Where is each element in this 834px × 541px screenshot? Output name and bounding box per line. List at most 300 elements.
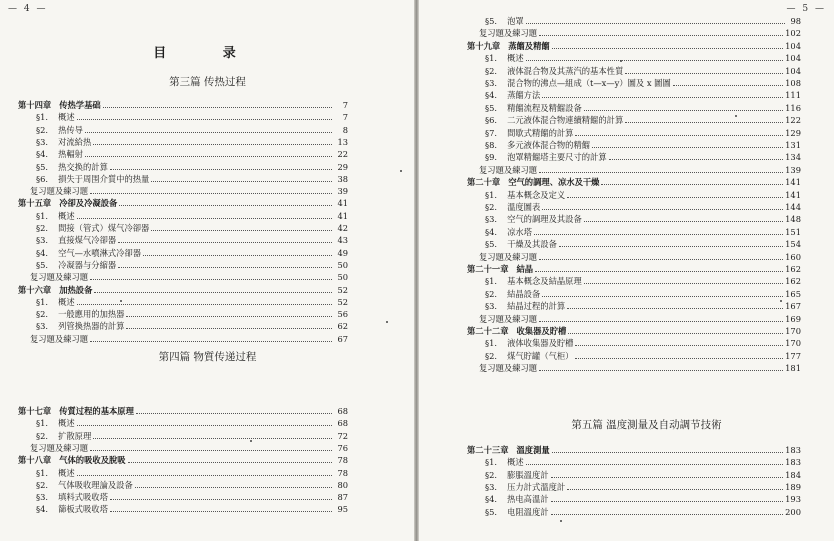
print-speck [620, 60, 622, 62]
toc-entry-title: 概述 [58, 112, 75, 123]
dot-leader [77, 418, 332, 426]
toc-page-number: 104 [785, 53, 801, 64]
toc-entry-number: §2. [485, 202, 498, 212]
toc-page-number: 162 [785, 276, 801, 287]
toc-entry-title: 篩板式吸收塔 [58, 504, 108, 515]
toc-entry-title: 溫度測量 [516, 445, 550, 455]
toc-section-row [485, 127, 801, 139]
toc-entry-number: §5. [485, 506, 498, 517]
print-speck [120, 300, 122, 302]
dot-leader [119, 198, 332, 206]
toc-entry-title: 溫度圖表 [507, 202, 541, 212]
toc-section-row [36, 111, 348, 123]
dot-leader [93, 431, 332, 439]
toc-section-row [36, 247, 348, 259]
toc-entry-number: §7. [485, 127, 498, 138]
part-heading: 第四篇 物質传递过程 [158, 351, 257, 363]
toc-title: 目 录 [153, 46, 262, 61]
toc-entry-number: 复习题及練习题 [30, 186, 89, 197]
toc-entry-number: 第二十章 [467, 177, 501, 188]
dot-leader [90, 272, 332, 280]
toc-entry-number: 复习題及練习題 [479, 164, 538, 175]
dot-leader [526, 457, 783, 465]
dot-leader [552, 445, 783, 453]
toc-entry-title: 干燥及其設备 [507, 239, 557, 250]
toc-page-number: 148 [785, 214, 801, 225]
page-number: — 5 — [786, 4, 826, 14]
toc-page-number: 78 [337, 467, 348, 478]
toc-section-row [485, 189, 801, 201]
dot-leader [539, 314, 783, 322]
toc-page-number: 68 [337, 418, 348, 429]
toc-entry-title: 压力計式溫度計 [507, 481, 566, 492]
toc-entry-number: §4. [485, 494, 498, 505]
toc-entry-title: 損失于周围介質中的热量 [58, 173, 150, 184]
toc-section-row [485, 89, 801, 101]
toc-section-row [36, 296, 348, 308]
dot-leader [94, 285, 332, 293]
dot-leader [539, 28, 783, 36]
toc-entry-number: §3. [485, 481, 498, 492]
dot-leader [526, 53, 783, 61]
dot-leader [552, 41, 783, 49]
dot-leader [559, 239, 783, 247]
toc-entry-title: 結晶 [516, 264, 534, 274]
toc-entry-number: §6. [36, 173, 49, 184]
toc-entry-number: §5. [36, 161, 49, 172]
toc-entry-title: 热輻射 [58, 149, 83, 160]
toc-page-number: 122 [785, 115, 801, 126]
toc-entry-title: 間接（管式）煤气冷卻器 [58, 223, 150, 233]
toc-entry-number: §6. [485, 115, 498, 126]
toc-page-number: 111 [785, 90, 801, 101]
toc-section-row [36, 136, 348, 148]
toc-section-row [485, 506, 801, 518]
toc-entry-number: §4. [485, 90, 498, 101]
toc-chapter-row [18, 197, 348, 209]
dot-leader [551, 494, 784, 502]
toc-page-number: 7 [342, 112, 348, 123]
toc-chapter-row [467, 263, 801, 275]
toc-section-row [36, 173, 348, 185]
toc-section-row [485, 77, 801, 89]
toc-page-number: 67 [337, 333, 348, 344]
toc-entry-number: §5. [36, 259, 49, 270]
toc-page-number: 165 [785, 288, 801, 299]
toc-entry-number: 第二十一章 [467, 264, 509, 274]
dot-leader [77, 211, 332, 219]
toc-entry-title: 传質过程的基本原理 [59, 406, 134, 416]
toc-entry-number: 第二十三章 [467, 445, 509, 455]
toc-entry-number: §3. [36, 136, 49, 147]
toc-page-number: 141 [785, 189, 801, 200]
dot-leader [151, 223, 332, 231]
print-speck [400, 170, 402, 172]
toc-section-row [485, 102, 801, 114]
dot-leader [77, 112, 332, 120]
toc-review-row [479, 313, 801, 325]
toc-entry-number: 第十九章 [467, 40, 501, 51]
dot-leader [535, 264, 783, 272]
toc-entry-title: 煤气貯罐（气柜） [507, 350, 574, 361]
toc-chapter-row [467, 40, 801, 52]
toc-page-number: 41 [337, 210, 348, 221]
toc-page-number: 8 [342, 124, 348, 135]
toc-entry-number: §2. [36, 124, 49, 135]
toc-section-row [485, 481, 801, 493]
toc-entry-number: 第十七章 [18, 406, 52, 416]
toc-page-number: 41 [337, 198, 348, 209]
toc-entry-number: 第十四章 [18, 100, 52, 110]
toc-entry-title: 空气—水噴淋式冷卻器 [58, 247, 142, 258]
toc-section-row [485, 52, 801, 64]
toc-entry-number: §5. [485, 239, 498, 250]
toc-page-number: 52 [337, 284, 348, 295]
toc-entry-number: 第十五章 [18, 198, 52, 209]
dot-leader [93, 137, 332, 145]
toc-page-number: 162 [785, 264, 801, 274]
dot-leader [110, 504, 332, 512]
toc-page-number: 144 [785, 202, 801, 212]
dot-leader [551, 470, 784, 478]
toc-entry-number: 第十八章 [18, 455, 52, 466]
toc-entry-title: 多元液体混合物的精餾 [507, 140, 591, 150]
toc-entry-title: 概述 [58, 210, 75, 221]
toc-entry-number: §1. [485, 189, 498, 200]
toc-entry-number: §2. [36, 223, 49, 233]
dot-leader [110, 492, 332, 500]
dot-leader [534, 227, 783, 235]
toc-entry-number: 第二十二章 [467, 326, 509, 336]
toc-entry-number: §1. [36, 418, 49, 429]
print-speck [250, 440, 252, 442]
toc-entry-title: 概述 [507, 457, 524, 468]
toc-entry-title: 概述 [58, 418, 75, 429]
print-speck [386, 321, 388, 323]
toc-page-number: 52 [337, 296, 348, 307]
toc-page-number: 154 [785, 239, 801, 250]
toc-page-number: 170 [785, 338, 801, 349]
dot-leader [567, 190, 783, 198]
dot-leader [567, 482, 783, 490]
toc-section-row [485, 350, 801, 362]
toc-page-number: 104 [785, 40, 801, 51]
toc-section-row [36, 161, 348, 173]
toc-page-number: 181 [785, 363, 801, 374]
toc-page-number: 183 [785, 457, 801, 468]
toc-section-row [36, 503, 348, 515]
toc-entry-title: 蒸餾方法 [507, 90, 541, 101]
dot-leader [85, 125, 332, 133]
toc-entry-title: 气体的吸收及脫吸 [59, 455, 126, 466]
toc-page-number: 43 [337, 235, 348, 246]
toc-page-number: 134 [785, 152, 801, 163]
toc-page-number: 39 [337, 186, 348, 197]
toc-entry-title: 間歇式精餾的計算 [507, 127, 574, 138]
toc-page-number: 102 [785, 28, 801, 39]
toc-entry-number: §3. [485, 214, 498, 225]
toc-review-row [30, 271, 348, 283]
toc-entry-number: §2. [36, 309, 49, 320]
toc-entry-number: §2. [36, 430, 49, 441]
toc-page-number: 80 [337, 479, 348, 490]
dot-leader [539, 363, 783, 371]
toc-entry-number: §2. [485, 469, 498, 480]
right-page [419, 0, 834, 541]
toc-review-row [30, 442, 348, 454]
toc-entry-title: 热交换的計算 [58, 161, 108, 172]
toc-entry-title: 扩散原理 [58, 430, 92, 441]
toc-entry-number: §8. [485, 140, 498, 150]
toc-page-number: 104 [785, 65, 801, 76]
dot-leader [584, 276, 783, 284]
dot-leader [584, 103, 783, 111]
toc-page-number: 108 [785, 78, 801, 88]
toc-chapter-row [18, 405, 348, 417]
print-speck [780, 300, 782, 302]
dot-leader [601, 177, 783, 185]
toc-entry-number: 复习題及練习題 [479, 363, 538, 374]
toc-review-row [479, 251, 801, 263]
toc-entry-title: 概述 [58, 296, 75, 307]
toc-section-row [36, 467, 348, 479]
toc-entry-number: 复习題及練习題 [30, 442, 89, 453]
toc-entry-title: 基本概念及定义 [507, 189, 566, 200]
toc-page-number: 50 [337, 272, 348, 283]
dot-leader [77, 297, 332, 305]
toc-page-number: 131 [785, 140, 801, 150]
dot-leader [126, 321, 332, 329]
toc-page-number: 95 [337, 504, 348, 515]
dot-leader [77, 468, 332, 476]
toc-chapter-row [18, 454, 348, 466]
dot-leader [625, 115, 783, 123]
toc-section-row [36, 259, 348, 271]
toc-entry-title: 热传导 [58, 124, 83, 135]
toc-entry-number: §2. [485, 350, 498, 361]
toc-section-row [485, 300, 801, 312]
toc-section-row [485, 275, 801, 287]
toc-section-row [485, 15, 801, 27]
toc-page-number: 98 [790, 16, 801, 26]
toc-entry-title: 結晶过程的計算 [507, 301, 566, 312]
toc-entry-number: §5. [485, 102, 498, 113]
toc-page-number: 7 [342, 100, 348, 110]
dot-leader [542, 202, 783, 210]
toc-entry-title: 液体收集器及貯槽 [507, 338, 574, 349]
toc-page-number: 38 [337, 173, 348, 184]
toc-entry-title: 对流給热 [58, 136, 92, 147]
toc-entry-title: 填料式吸收塔 [58, 492, 108, 503]
dot-leader [90, 443, 332, 451]
toc-entry-title: 加热設备 [59, 284, 93, 295]
toc-review-row [479, 362, 801, 374]
toc-entry-title: 精餾流程及精餾設备 [507, 102, 582, 113]
dot-leader [542, 289, 783, 297]
toc-entry-number: §1. [36, 210, 49, 221]
dot-leader [135, 480, 332, 488]
toc-entry-title: 泡罩精餾塔主要尺寸的計算 [507, 152, 607, 163]
dot-leader [539, 165, 783, 173]
toc-entry-title: 冷卻及冷凝設备 [59, 198, 118, 209]
toc-entry-title: 概述 [58, 467, 75, 478]
toc-page-number: 78 [337, 455, 348, 466]
toc-section-row [36, 210, 348, 222]
toc-entry-number: §3. [485, 78, 498, 88]
toc-entry-title: 基本概念及結晶原理 [507, 276, 582, 287]
toc-page-number: 76 [337, 442, 348, 453]
toc-section-row [485, 65, 801, 77]
toc-entry-number: §3. [36, 321, 49, 332]
toc-page-number: 22 [337, 149, 348, 160]
toc-section-row [36, 308, 348, 320]
toc-section-row [485, 469, 801, 481]
toc-entry-number: §9. [485, 152, 498, 163]
dot-leader [625, 66, 783, 74]
toc-entry-number: 复习題及練习題 [30, 272, 89, 283]
toc-entry-title: 一般應用的加热器 [58, 309, 125, 320]
toc-entry-title: 二元液体混合物連續精餾的計算 [507, 115, 624, 126]
toc-page-number: 167 [785, 301, 801, 312]
dot-leader [90, 334, 332, 342]
toc-page-number: 151 [785, 226, 801, 237]
dot-leader [568, 326, 783, 334]
toc-page-number: 50 [337, 259, 348, 270]
toc-review-row [30, 185, 348, 197]
toc-entry-number: §3. [485, 301, 498, 312]
toc-review-row [479, 27, 801, 39]
toc-page-number: 72 [337, 430, 348, 441]
part-heading: 第五篇 溫度測量及自动調节技術 [571, 419, 722, 431]
dot-leader [118, 235, 332, 243]
toc-section-row [36, 222, 348, 234]
toc-page-number: 170 [785, 326, 801, 336]
toc-section-row [485, 114, 801, 126]
toc-entry-number: 复习題及練习題 [479, 251, 538, 262]
toc-entry-title: 热电高溫計 [507, 494, 549, 505]
dot-leader [118, 260, 332, 268]
toc-entry-title: 蒸餾及精餾 [508, 40, 550, 51]
toc-section-row [485, 456, 801, 468]
toc-entry-number: §2. [485, 288, 498, 299]
dot-leader [575, 338, 783, 346]
toc-section-row [485, 226, 801, 238]
dot-leader [584, 214, 783, 222]
toc-page-number: 49 [337, 247, 348, 258]
toc-entry-number: 复习題及練习題 [30, 333, 89, 344]
toc-page-number: 29 [337, 161, 348, 172]
dot-leader [542, 90, 783, 98]
toc-entry-number: §1. [485, 53, 498, 64]
toc-entry-number: 第十六章 [18, 284, 52, 295]
toc-section-row [36, 124, 348, 136]
toc-chapter-row [467, 325, 801, 337]
toc-entry-number: §2. [485, 65, 498, 76]
toc-entry-number: §1. [36, 112, 49, 123]
toc-entry-number: 复习題及練习題 [479, 313, 538, 324]
left-page [0, 0, 415, 541]
dot-leader [103, 100, 332, 108]
toc-entry-title: 膨脹溫度計 [507, 469, 549, 480]
toc-section-row [485, 139, 801, 151]
toc-review-row [479, 164, 801, 176]
toc-entry-title: 直接煤气冷卻器 [58, 235, 117, 246]
toc-chapter-row [18, 99, 348, 111]
toc-section-row [36, 417, 348, 429]
toc-page-number: 116 [785, 102, 801, 113]
toc-entry-title: 空气的調理、凉水及干燥 [508, 177, 600, 188]
toc-page-number: 200 [785, 506, 801, 517]
dot-leader [136, 406, 332, 414]
toc-entry-number: §4. [36, 149, 49, 160]
dot-leader [128, 455, 332, 463]
toc-section-row [485, 493, 801, 505]
dot-leader [90, 186, 332, 194]
toc-entry-number: §1. [36, 467, 49, 478]
toc-entry-number: §1. [36, 296, 49, 307]
toc-section-row [485, 213, 801, 225]
toc-section-row [36, 491, 348, 503]
toc-section-row [485, 238, 801, 250]
page-number: — 4 — [8, 4, 48, 14]
toc-chapter-row [467, 444, 801, 456]
toc-entry-number: §1. [485, 338, 498, 349]
dot-leader [526, 16, 785, 24]
toc-entry-number: §5. [485, 16, 498, 26]
toc-page-number: 87 [337, 492, 348, 503]
dot-leader [551, 507, 784, 515]
dot-leader [575, 351, 783, 359]
dot-leader [110, 162, 332, 170]
dot-leader [592, 140, 783, 148]
toc-entry-title: 电阻溫度計 [507, 506, 549, 517]
toc-page-number: 193 [785, 494, 801, 505]
toc-entry-title: 凉水塔 [507, 226, 532, 237]
toc-entry-number: §3. [36, 235, 49, 246]
toc-page-number: 183 [785, 445, 801, 455]
toc-entry-title: 概述 [507, 53, 524, 64]
toc-section-row [36, 148, 348, 160]
toc-chapter-row [18, 284, 348, 296]
dot-leader [151, 174, 332, 182]
toc-section-row [485, 201, 801, 213]
dot-leader [609, 152, 784, 160]
dot-leader [126, 309, 332, 317]
dot-leader [539, 252, 783, 260]
toc-section-row [485, 151, 801, 163]
toc-entry-number: §1. [485, 457, 498, 468]
toc-page-number: 141 [785, 177, 801, 188]
dot-leader [673, 78, 783, 86]
toc-page-number: 42 [337, 223, 348, 233]
toc-entry-number: §4. [485, 226, 498, 237]
toc-entry-title: 空气的調理及其設备 [507, 214, 582, 225]
toc-page-number: 184 [785, 469, 801, 480]
toc-page-number: 129 [785, 127, 801, 138]
toc-entry-number: 复习題及練习題 [479, 28, 538, 39]
dot-leader [143, 248, 332, 256]
toc-entry-title: 泡罩 [507, 16, 524, 26]
toc-section-row [36, 234, 348, 246]
toc-entry-title: 混合物的沸点—組成（t—x—y）圖及 x 圖圖 [507, 78, 671, 88]
toc-entry-title: 冷凝器与分縮器 [58, 259, 117, 270]
toc-entry-number: §2. [36, 479, 49, 490]
toc-page-number: 189 [785, 481, 801, 492]
toc-page-number: 160 [785, 251, 801, 262]
toc-review-row [30, 333, 348, 345]
toc-entry-title: 气体吸收理論及設备 [58, 479, 133, 490]
toc-entry-title: 液体混合物及其蒸汽的基本性質 [507, 65, 624, 76]
